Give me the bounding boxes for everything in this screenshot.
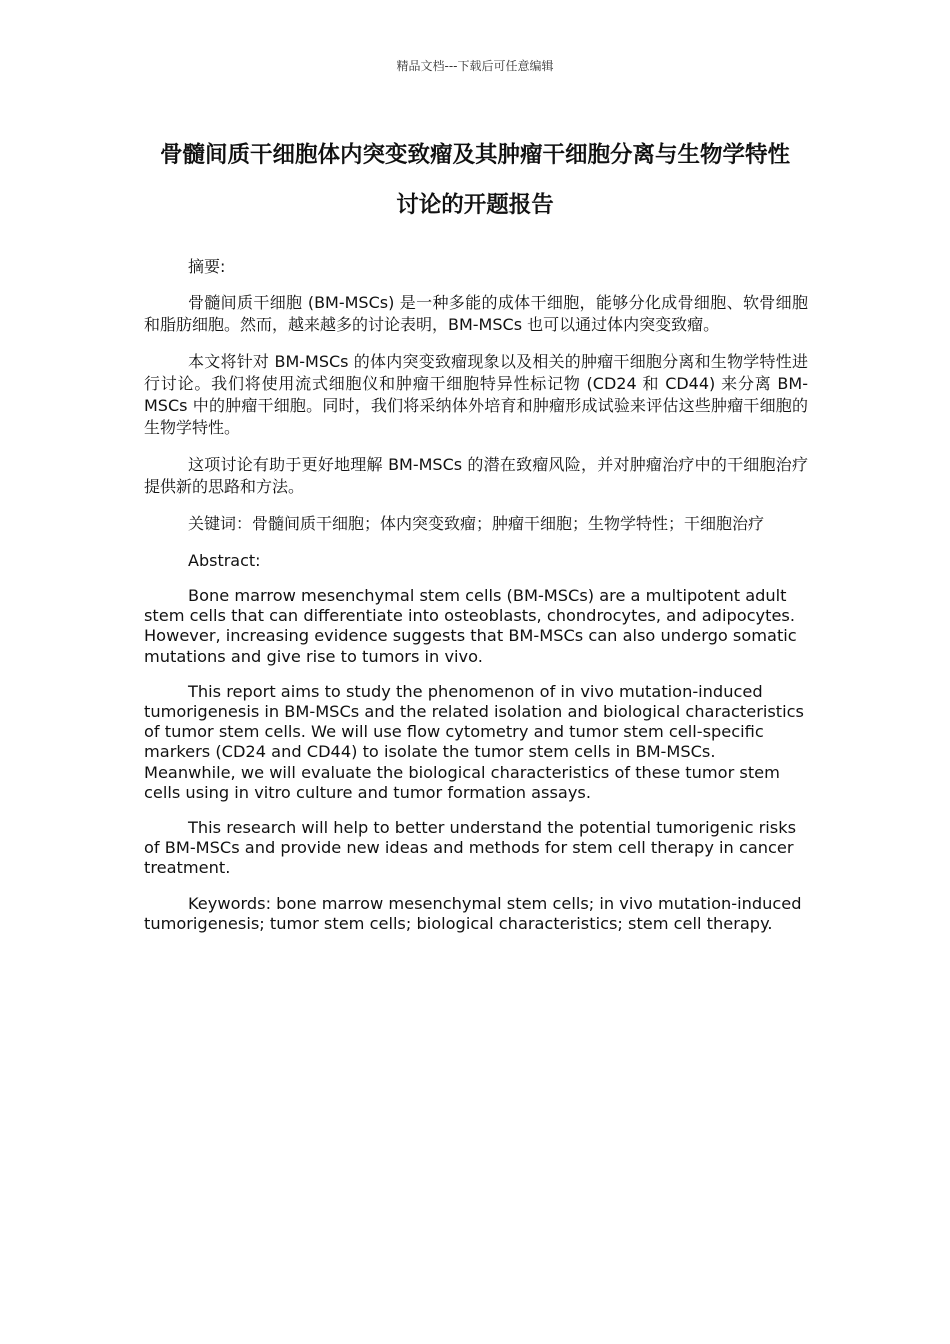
header-note: 精品文档---下载后可任意编辑: [396, 59, 554, 73]
document-body: [144, 256, 808, 949]
document-title: 骨髓间质干细胞体内突变致瘤及其肿瘤干细胞分离与生物学特性讨论的开题报告: [159, 142, 790, 218]
abstract-en-paragraph-1: Bone marrow mesenchymal stem cells (BM-MSCs) are a multipotent adult stem cells that can differentiate into osteoblasts, chondrocytes, and adipocytes. However, increasing evidence suggests that BM-MSCs can also undergo somatic mutations and give rise to tumors in vivo.: [144, 586, 797, 666]
abstract-en-label: Abstract:: [188, 551, 261, 570]
abstract-en-paragraph-2: This report aims to study the phenomenon of in vivo mutation-induced tumorigenesis in BM-MSCs and the related isolation and biological characteristics of tumor stem cells. We will use flow cytometry and tumor stem cell-specific markers (CD24 and CD44) to isolate the tumor stem cells in BM-MSCs. Meanwhile, we will evaluate the biological characteristics of these tumor stem cells using in vitro culture and tumor formation assays.: [144, 681, 804, 802]
abstract-cn-paragraph-1: 骨髓间质干细胞 (BM-MSCs) 是一种多能的成体干细胞，能够分化成骨细胞、软骨细胞和脂肪细胞。然而，越来越多的讨论表明，BM-MSCs 也可以通过体内突变致瘤。: [144, 293, 808, 334]
abstract-cn-paragraph-3: 这项讨论有助于更好地理解 BM-MSCs 的潜在致瘤风险，并对肿瘤治疗中的干细胞治疗提供新的思路和方法。: [144, 455, 808, 496]
abstract-en-paragraph-3: This research will help to better understand the potential tumorigenic risks of BM-MSCs and provide new ideas and methods for stem cell therapy in cancer treatment.: [144, 818, 797, 878]
keywords-en: Keywords: bone marrow mesenchymal stem cells; in vivo mutation-induced tumorigenesis; tumor stem cells; biological characteristics; stem cell therapy.: [144, 893, 802, 933]
abstract-cn-paragraph-2: 本文将针对 BM-MSCs 的体内突变致瘤现象以及相关的肿瘤干细胞分离和生物学特性进行讨论。我们将使用流式细胞仪和肿瘤干细胞特异性标记物 (CD24 和 CD44) 来分离 BM-MSCs 中的肿瘤干细胞。同时，我们将采纳体外培育和肿瘤形成试验来评估这些肿瘤干细胞的生物学特性。: [144, 352, 808, 437]
keywords-cn: 关键词：骨髓间质干细胞；体内突变致瘤；肿瘤干细胞；生物学特性；干细胞治疗: [188, 514, 765, 533]
abstract-cn-label: 摘要:: [188, 257, 226, 276]
